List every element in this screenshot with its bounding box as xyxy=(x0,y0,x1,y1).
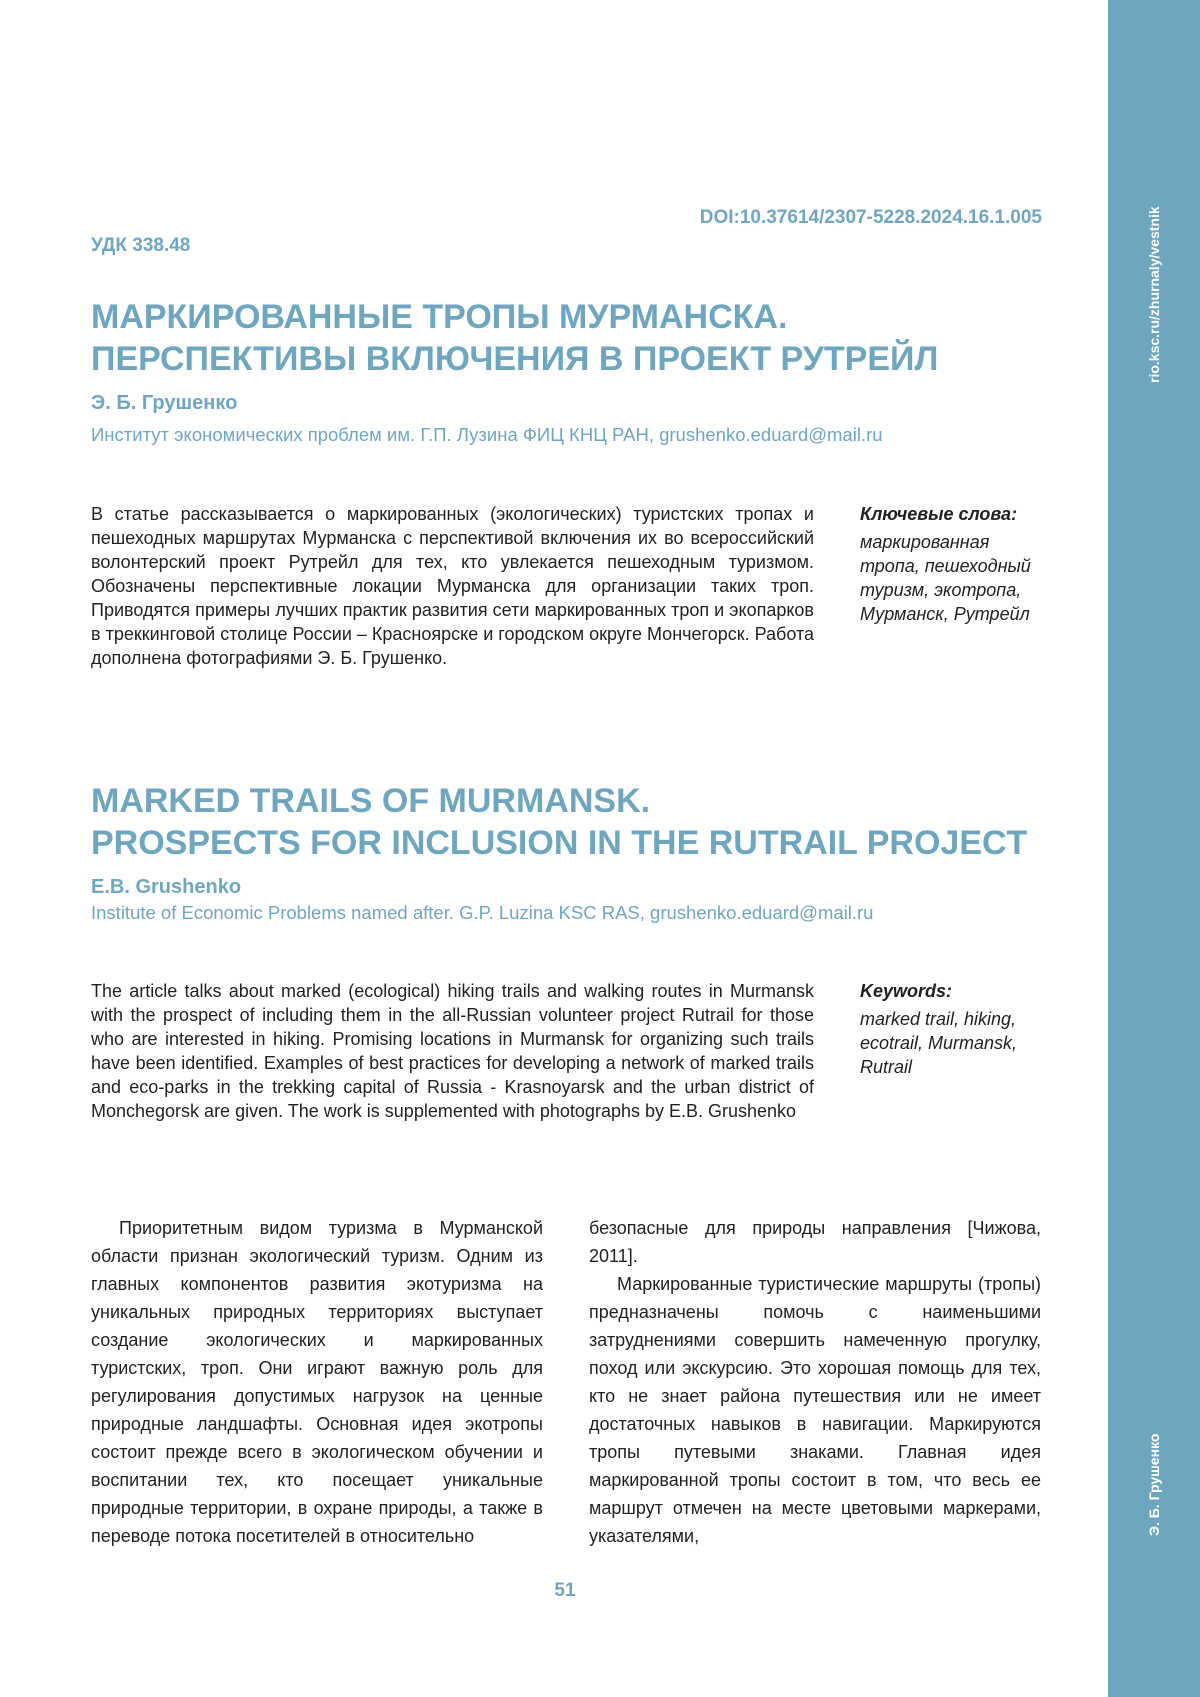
title-en-line1: MARKED TRAILS OF MURMANSK. xyxy=(91,782,651,820)
keywords-ru xyxy=(860,502,1045,626)
udc: УДК 338.48 xyxy=(91,235,191,256)
title-ru-line2: ПЕРСПЕКТИВЫ ВКЛЮЧЕНИЯ В ПРОЕКТ РУТРЕЙЛ xyxy=(91,340,939,378)
body-paragraph-1: Приоритетным видом туризма в Мурманской области признан экологический туризм. Одним из главных компонентов развития экотуризма на уникальных природных территориях выступает создание экологических и маркированных туристских, троп. Они играют важную роль для регулирования допустимых нагрузок на ценные природные ландшафты. Основная идея экотропы состоит прежде всего в экологическом обучении и воспитании тех, кто посещает уникальные природные территории, в охране природы, а также в переводе потока посетителей в относительно xyxy=(91,1218,543,1546)
title-en-line2: PROSPECTS FOR INCLUSION IN THE RUTRAIL PROJECT xyxy=(91,824,1028,862)
page-number: 51 xyxy=(554,1580,576,1601)
title-ru xyxy=(91,296,938,380)
body-column-left xyxy=(91,1214,543,1550)
body-paragraph-1-continued: безопасные для природы направления [Чижова, 2011]. xyxy=(589,1218,1041,1266)
keywords-heading-en: Keywords: xyxy=(860,981,953,1001)
author-en: E.B. Grushenko xyxy=(91,876,242,898)
keywords-heading-ru: Ключевые слова: xyxy=(860,504,1018,524)
doi: DOI:10.37614/2307-5228.2024.16.1.005 xyxy=(699,207,1042,228)
keywords-en xyxy=(860,979,1045,1079)
side-bar xyxy=(1108,0,1200,1697)
running-author: Э. Б. Грушенко xyxy=(1146,1433,1162,1537)
abstract-en: The article talks about marked (ecological) hiking trails and walking routes in Murmansk with the prospect of including them in the all-Russian volunteer project Rutrail for those who are interested in hiking. Promising locations in Murmansk for organizing such trails have been identified. Examples of best practices for developing a network of marked trails and eco-parks in the trekking capital of Russia - Krasnoyarsk and the urban district of Monchegorsk are given. The work is supplemented with photographs by E.B. Grushenko xyxy=(91,981,814,1121)
journal-url: rio.ksc.ru/zhurnaly/vestnik xyxy=(1146,206,1162,384)
title-ru-line1: МАРКИРОВАННЫЕ ТРОПЫ МУРМАНСКА. xyxy=(91,298,788,336)
body-paragraph-2: Маркированные туристические маршруты (тропы) предназначены помочь с наименьшими затруднениями совершить намеченную прогулку, поход или экскурсию. Это хорошая помощь для тех, кто не знает района путешествия или не имеет достаточных навыков в навигации. Маркируются тропы путевыми знаками. Главная идея маркированной тропы состоит в том, что весь ее маршрут отмечен на месте цветовыми маркерами, указателями, xyxy=(589,1274,1041,1546)
title-en xyxy=(91,780,1027,864)
keywords-list-en: marked trail, hiking, ecotrail, Murmansk, Rutrail xyxy=(860,1009,1018,1077)
affiliation-en: Institute of Economic Problems named after. G.P. Luzina KSC RAS, grushenko.eduard@mail.ru xyxy=(91,902,874,923)
affiliation-ru: Институт экономических проблем им. Г.П. Лузина ФИЦ КНЦ РАН, grushenko.eduard@mail.ru xyxy=(91,424,883,445)
body-column-right xyxy=(589,1214,1041,1550)
abstract-ru: В статье рассказывается о маркированных (экологических) туристских тропах и пешеходных маршрутах Мурманска с перспективой включения их во всероссийский волонтерский проект Рутрейл для тех, кто увлекается пешеходным туризмом. Обозначены перспективные локации Мурманска для организации таких троп. Приводятся примеры лучших практик развития сети маркированных троп и экопарков в треккинговой столице России – Красноярске и городском округе Мончегорск. Работа дополнена фотографиями Э. Б. Грушенко. xyxy=(91,504,814,668)
author-ru: Э. Б. Грушенко xyxy=(91,392,238,414)
keywords-list-ru: маркированная тропа, пешеходный туризм, экотропа, Мурманск, Рутрейл xyxy=(860,532,1031,624)
